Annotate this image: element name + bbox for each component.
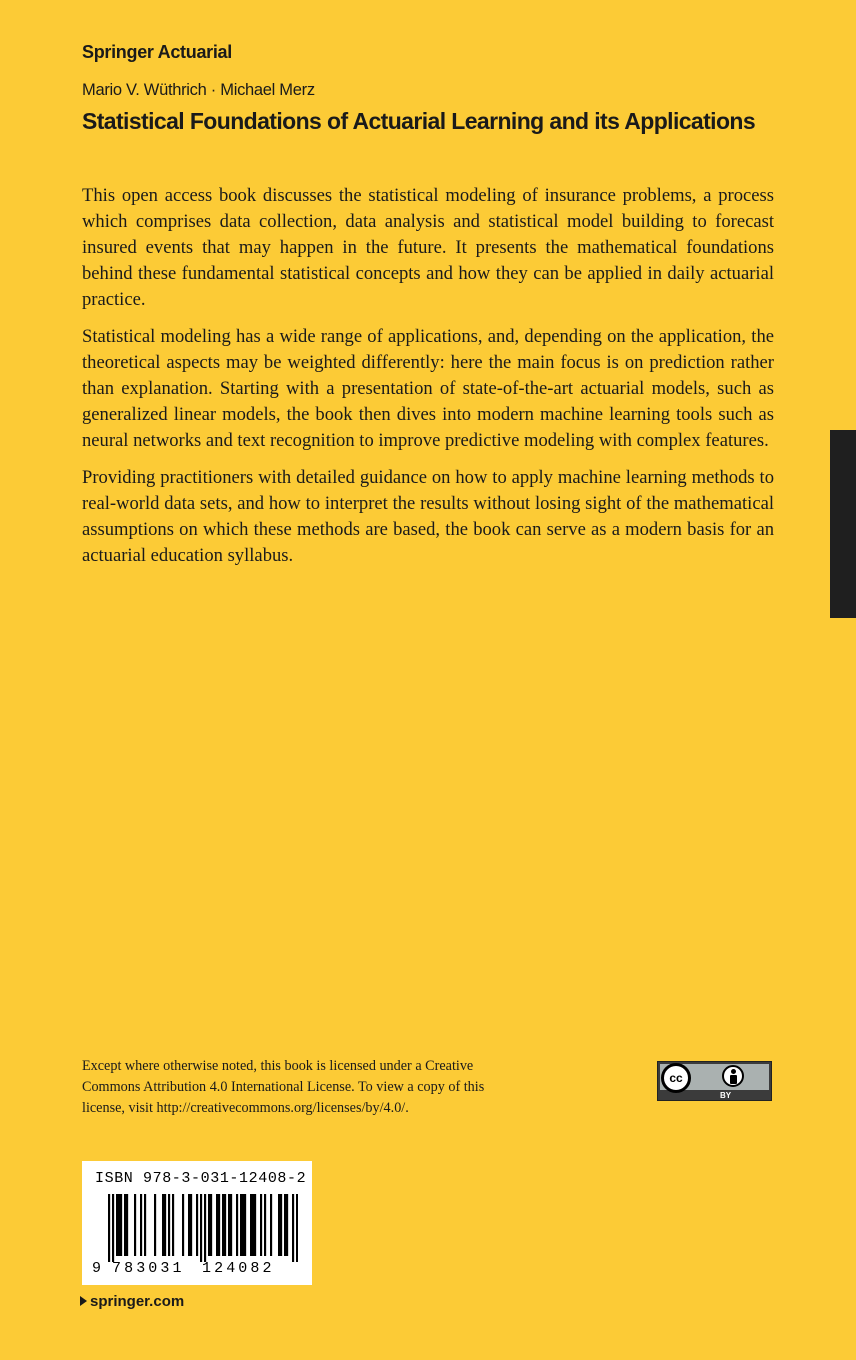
blurb [82, 183, 774, 580]
barcode-bar [224, 1194, 226, 1256]
barcode-bar [280, 1194, 282, 1256]
barcode-bar [216, 1194, 218, 1256]
barcode-bar [228, 1194, 230, 1256]
side-tab [830, 430, 856, 618]
barcode-bar [210, 1194, 212, 1256]
license-line: license, visit http://creativecommons.org/licenses/by/4.0/. [82, 1100, 409, 1116]
barcode-bar [168, 1194, 170, 1256]
barcode-bar [252, 1194, 254, 1256]
barcode-bar [124, 1194, 126, 1256]
barcode-bar [162, 1194, 164, 1256]
isbn-label: ISBN 978-3-031-12408-2 [95, 1170, 307, 1187]
website-text: springer.com [90, 1293, 185, 1310]
barcode-bar [250, 1194, 252, 1256]
barcode-bar [120, 1194, 122, 1256]
barcode-bar [108, 1194, 110, 1262]
license-line: Except where otherwise noted, this book is licensed under a Creative [82, 1058, 474, 1074]
barcode-bar [164, 1194, 166, 1256]
barcode-bar [230, 1194, 232, 1256]
arrow-right-icon [80, 1296, 87, 1306]
barcode-bar [292, 1194, 294, 1262]
attribution-icon [722, 1065, 744, 1087]
barcode-bar [140, 1194, 142, 1256]
barcode-bar [154, 1194, 156, 1256]
barcode-bar [126, 1194, 128, 1256]
barcode-bar [284, 1194, 286, 1256]
barcode-bar [254, 1194, 256, 1256]
barcode-bar [182, 1194, 184, 1256]
creative-commons-icon: cc [661, 1063, 691, 1093]
barcode-bar [112, 1194, 114, 1262]
barcode-bar [200, 1194, 202, 1262]
cc-by-badge [657, 1061, 772, 1101]
barcode-bar [242, 1194, 244, 1256]
ean-left-group: 783031 [112, 1260, 185, 1277]
book-title: Statistical Foundations of Actuarial Learning and its Applications [82, 108, 756, 134]
attribution-head [731, 1069, 736, 1074]
series-name: Springer Actuarial [82, 42, 232, 62]
website-link[interactable] [80, 1293, 184, 1310]
barcode-bar [116, 1194, 118, 1256]
barcode-bar [118, 1194, 120, 1256]
attribution-torso [730, 1075, 737, 1084]
barcode-bar [240, 1194, 242, 1256]
license-line: Commons Attribution 4.0 International License. To view a copy of this [82, 1079, 485, 1095]
barcode-box [82, 1161, 312, 1285]
barcode-bar [270, 1194, 272, 1256]
blurb-paragraph: Providing practitioners with detailed guidance on how to apply machine learning methods to real-world data sets, and how to interpret the results without losing sight of the mathematical assumptions on which these methods are based, the book can serve as a modern basis for an actuarial education syllabus. [82, 467, 774, 566]
badge-by-label: BY [720, 1091, 732, 1100]
barcode-bar [218, 1194, 220, 1256]
barcode-bar [264, 1194, 266, 1256]
barcode-bar [296, 1194, 298, 1262]
barcode-bars [108, 1194, 298, 1262]
barcode-bar [236, 1194, 238, 1256]
blurb-paragraph: Statistical modeling has a wide range of applications, and, depending on the application, the theoretical aspects may be weighted differently: here the main focus is on prediction rather than explanation. Starting with a presentation of state-of-the-art actuarial models, such as generalized linear models, the book then dives into modern machine learning tools such as neural networks and text recognition to improve predictive modeling with complex features. [82, 326, 774, 451]
ean-right-group: 124082 [202, 1260, 275, 1277]
barcode-bar [196, 1194, 198, 1256]
barcode-bar [208, 1194, 210, 1256]
barcode-bar [188, 1194, 190, 1256]
authors: Mario V. Wüthrich · Michael Merz [82, 81, 315, 99]
barcode-bar [144, 1194, 146, 1256]
barcode-bar [190, 1194, 192, 1256]
barcode-bar [204, 1194, 206, 1262]
barcode-bar [260, 1194, 262, 1256]
barcode-bar [222, 1194, 224, 1256]
barcode-bar [244, 1194, 246, 1256]
ean-first-digit: 9 [92, 1260, 102, 1277]
barcode-bar [286, 1194, 288, 1256]
blurb-paragraph: This open access book discusses the statistical modeling of insurance problems, a process which comprises data collection, data analysis and statistical model building to forecast insured events that may happen in the future. It presents the mathematical foundations behind these fundamental statistical concepts and how they can be applied in daily actuarial practice. [82, 185, 774, 310]
barcode-bar [172, 1194, 174, 1256]
barcode-bar [134, 1194, 136, 1256]
barcode-bar [278, 1194, 280, 1256]
license-notice [82, 1056, 582, 1119]
